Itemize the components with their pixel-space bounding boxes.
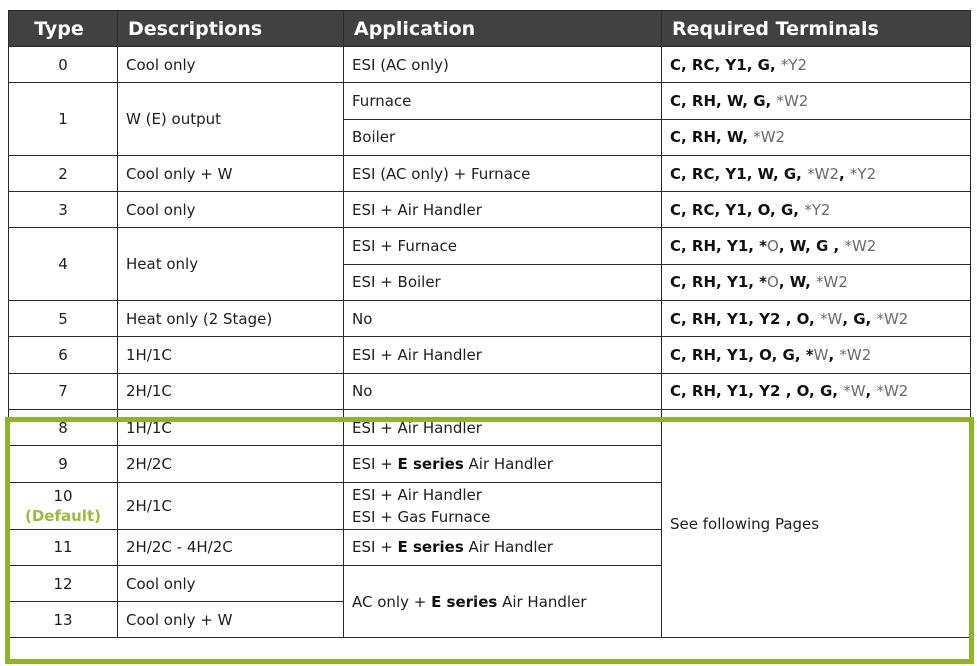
header-type: Type bbox=[9, 11, 118, 47]
type-cell: 8 bbox=[9, 409, 118, 445]
required-terminal: , bbox=[865, 382, 877, 401]
type-cell: 12 bbox=[9, 565, 118, 601]
terminals-cell bbox=[662, 119, 971, 155]
required-terminal: , W, bbox=[778, 273, 817, 292]
application-cell-merged bbox=[344, 565, 662, 638]
application-emphasis: E series bbox=[397, 538, 464, 557]
application-cell bbox=[344, 529, 662, 565]
header-descriptions: Descriptions bbox=[118, 11, 344, 47]
terminals-cell bbox=[662, 337, 971, 373]
optional-terminal: *W2 bbox=[753, 128, 786, 147]
application-text: Air Handler bbox=[497, 592, 587, 611]
type-cell: 1 bbox=[9, 83, 118, 156]
table-row bbox=[9, 155, 971, 191]
required-terminal: , G, bbox=[842, 309, 877, 328]
header-required-terminals: Required Terminals bbox=[662, 11, 971, 47]
table-row-highlighted bbox=[9, 409, 971, 445]
optional-terminal: W bbox=[813, 346, 829, 365]
required-terminal: C, RC, Y1, O, G, bbox=[670, 200, 805, 219]
required-terminal: C, RH, Y1, O, G, * bbox=[670, 346, 814, 365]
application-emphasis: E series bbox=[397, 454, 464, 473]
table-row bbox=[9, 337, 971, 373]
application-cell: Boiler bbox=[344, 119, 662, 155]
required-terminal: C, RH, Y1, * bbox=[670, 237, 768, 256]
description-cell: Cool only bbox=[118, 192, 344, 228]
description-cell: Heat only (2 Stage) bbox=[118, 301, 344, 337]
required-terminal: C, RC, Y1, W, G, bbox=[670, 164, 808, 183]
description-cell: Heat only bbox=[118, 228, 344, 301]
terminals-cell bbox=[662, 83, 971, 119]
description-cell: Cool only bbox=[118, 565, 344, 601]
description-cell: Cool only + W bbox=[118, 602, 344, 638]
application-cell: ESI + Boiler bbox=[344, 264, 662, 300]
table-row bbox=[9, 373, 971, 409]
terminals-cell bbox=[662, 373, 971, 409]
table-row bbox=[9, 228, 971, 264]
terminals-cell bbox=[662, 192, 971, 228]
description-cell: 2H/2C bbox=[118, 446, 344, 482]
default-label: (Default) bbox=[25, 506, 101, 525]
table-row bbox=[9, 192, 971, 228]
type-cell bbox=[9, 482, 118, 529]
optional-terminal: *W2 bbox=[839, 346, 872, 365]
optional-terminal: *W2 bbox=[776, 91, 809, 110]
required-terminal: , bbox=[828, 346, 840, 365]
description-cell: Cool only + W bbox=[118, 155, 344, 191]
application-cell: No bbox=[344, 301, 662, 337]
optional-terminal: O bbox=[767, 237, 779, 256]
optional-terminal: *W2 bbox=[844, 237, 877, 256]
optional-terminal: *W bbox=[843, 382, 866, 401]
description-cell: 2H/2C - 4H/2C bbox=[118, 529, 344, 565]
optional-terminal: *Y2 bbox=[804, 200, 831, 219]
application-cell: ESI (AC only) bbox=[344, 47, 662, 83]
header-application: Application bbox=[344, 11, 662, 47]
description-cell: W (E) output bbox=[118, 83, 344, 156]
table-row bbox=[9, 83, 971, 119]
table-row bbox=[9, 47, 971, 83]
optional-terminal: *W2 bbox=[876, 382, 909, 401]
terminals-cell bbox=[662, 264, 971, 300]
application-emphasis: E series bbox=[431, 592, 498, 611]
type-cell: 4 bbox=[9, 228, 118, 301]
application-cell bbox=[344, 482, 662, 529]
optional-terminal: *W2 bbox=[876, 309, 909, 328]
application-cell bbox=[344, 409, 662, 445]
application-line: ESI + Gas Furnace bbox=[352, 507, 491, 526]
application-line: ESI + Air Handler bbox=[352, 485, 482, 504]
application-cell: ESI (AC only) + Furnace bbox=[344, 155, 662, 191]
required-terminal: C, RH, W, G, bbox=[670, 91, 777, 110]
optional-terminal: *W bbox=[819, 309, 843, 328]
description-cell: 2H/1C bbox=[118, 482, 344, 529]
description-cell: 1H/1C bbox=[118, 409, 344, 445]
application-cell: No bbox=[344, 373, 662, 409]
thermostat-type-table bbox=[8, 10, 971, 638]
application-text: ESI + bbox=[352, 538, 398, 557]
application-cell: Furnace bbox=[344, 83, 662, 119]
application-cell: ESI + Furnace bbox=[344, 228, 662, 264]
required-terminal: , W, G , bbox=[778, 237, 845, 256]
application-text: AC only + bbox=[352, 592, 432, 611]
type-cell: 3 bbox=[9, 192, 118, 228]
see-following-pages: See following Pages bbox=[662, 409, 971, 637]
application-text: Air Handler bbox=[463, 454, 553, 473]
required-terminal: C, RH, Y1, Y2 , O, G, bbox=[670, 382, 844, 401]
terminals-cell bbox=[662, 155, 971, 191]
application-text: ESI + Air Handler bbox=[352, 418, 482, 437]
application-cell bbox=[344, 446, 662, 482]
required-terminal: C, RH, Y1, * bbox=[670, 273, 768, 292]
optional-terminal: *W2 bbox=[816, 273, 848, 292]
optional-terminal: O bbox=[767, 273, 779, 292]
application-cell: ESI + Air Handler bbox=[344, 337, 662, 373]
type-cell: 5 bbox=[9, 301, 118, 337]
optional-terminal: *W2 bbox=[807, 164, 839, 183]
type-cell: 0 bbox=[9, 47, 118, 83]
terminals-cell bbox=[662, 228, 971, 264]
required-terminal: C, RH, Y1, Y2 , O, bbox=[670, 309, 820, 328]
optional-terminal: *Y2 bbox=[780, 55, 808, 74]
application-text: Air Handler bbox=[463, 538, 553, 557]
type-cell: 11 bbox=[9, 529, 118, 565]
required-terminal: C, RH, W, bbox=[670, 128, 754, 147]
terminals-cell bbox=[662, 47, 971, 83]
description-cell: 1H/1C bbox=[118, 337, 344, 373]
application-text: ESI + bbox=[352, 454, 398, 473]
type-cell: 2 bbox=[9, 155, 118, 191]
type-number: 10 bbox=[53, 486, 73, 505]
table-header-row bbox=[9, 11, 971, 47]
required-terminal: , bbox=[838, 164, 850, 183]
type-cell: 7 bbox=[9, 373, 118, 409]
type-cell: 6 bbox=[9, 337, 118, 373]
type-cell: 9 bbox=[9, 446, 118, 482]
description-cell: Cool only bbox=[118, 47, 344, 83]
table-row bbox=[9, 301, 971, 337]
description-cell: 2H/1C bbox=[118, 373, 344, 409]
application-cell: ESI + Air Handler bbox=[344, 192, 662, 228]
type-cell: 13 bbox=[9, 602, 118, 638]
required-terminal: C, RC, Y1, G, bbox=[670, 55, 781, 74]
optional-terminal: *Y2 bbox=[849, 164, 877, 183]
terminals-cell bbox=[662, 301, 971, 337]
